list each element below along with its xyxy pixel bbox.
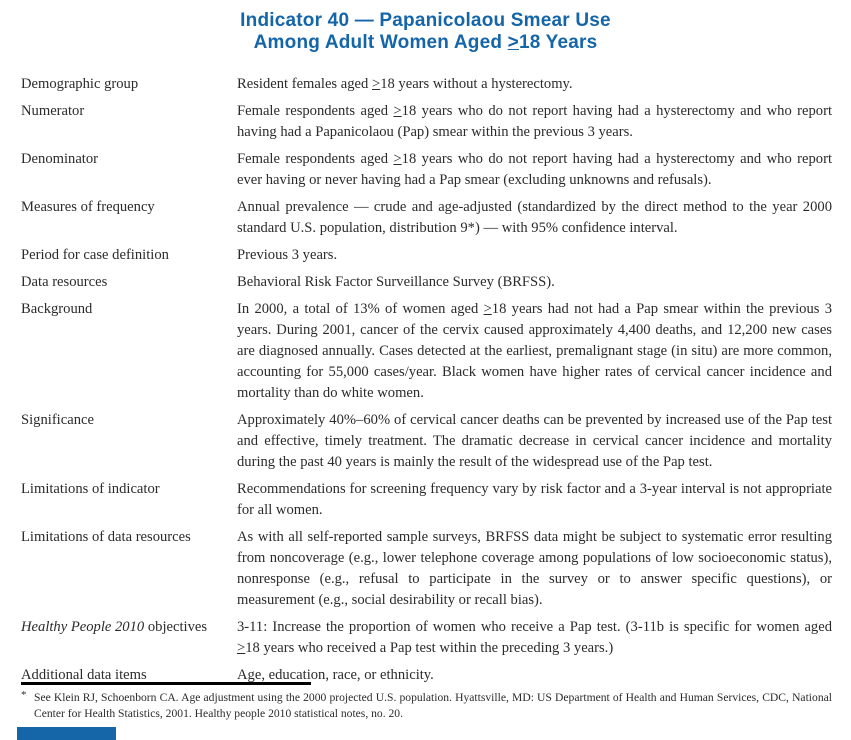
row-value: 3-11: Increase the proportion of women who receive a Pap test. (3-11b is specific for women aged >18 years who received a Pap test within the preceding 3 years.) bbox=[237, 619, 832, 656]
indicator-row-limitations-of-data-resources bbox=[21, 527, 832, 611]
row-value: Female respondents aged >18 years who do not report having had a hysterectomy and who report ever having or never having had a Pap smear (excluding unknowns and refusals). bbox=[237, 151, 832, 188]
row-label bbox=[21, 272, 237, 293]
row-value: Annual prevalence — crude and age-adjusted (standardized by the direct method to the year 2000 standard U.S. population, distribution 9*) — with 95% confidence interval. bbox=[237, 199, 832, 236]
row-label-text: Numerator bbox=[21, 103, 85, 119]
indicator-definition-table bbox=[21, 74, 832, 686]
indicator-row-additional-data-items bbox=[21, 665, 832, 686]
indicator-row-significance bbox=[21, 410, 832, 473]
page-title bbox=[0, 10, 851, 54]
row-value: Recommendations for screening frequency vary by risk factor and a 3-year interval is not appropriate for all women. bbox=[237, 481, 832, 518]
row-value: Approximately 40%–60% of cervical cancer deaths can be prevented by increased use of the Pap test and effective, timely treatment. The dramatic decrease in cervical cancer incidence and mortality during the past 40 years is mainly the result of the widespread use of the Pap test. bbox=[237, 412, 832, 470]
row-value: As with all self-reported sample surveys, BRFSS data might be subject to systematic error resulting from noncoverage (e.g., lower telephone coverage among populations of low socioeconomic status), nonresponse (e.g., refusal to participate in the survey or to answer specific questions), or measurement (e.g., social desirability or recall bias). bbox=[237, 529, 832, 608]
row-label-text: Measures of frequency bbox=[21, 199, 155, 215]
page-footer-bar bbox=[17, 727, 116, 740]
indicator-row-period-for-case-definition bbox=[21, 245, 832, 266]
indicator-row-healthy-people-2010-objectives bbox=[21, 617, 832, 659]
row-label bbox=[21, 74, 237, 95]
row-label-text: Period for case definition bbox=[21, 247, 169, 263]
row-value: Female respondents aged >18 years who do not report having had a hysterectomy and who report having had a Papanicolaou (Pap) smear within the previous 3 years. bbox=[237, 103, 832, 140]
row-label-text: Demographic group bbox=[21, 76, 139, 92]
row-label bbox=[21, 617, 237, 659]
page-title-line-2: Among Adult Women Aged >18 Years bbox=[253, 32, 598, 53]
row-label-text: Limitations of data resources bbox=[21, 529, 191, 545]
row-label-italic-part: Healthy People 2010 bbox=[21, 619, 145, 635]
row-label-text: Limitations of indicator bbox=[21, 481, 160, 497]
row-label-text: Data resources bbox=[21, 274, 108, 290]
row-label-text: Significance bbox=[21, 412, 94, 428]
row-value: Behavioral Risk Factor Surveillance Survey (BRFSS). bbox=[237, 274, 555, 290]
indicator-row-data-resources bbox=[21, 272, 832, 293]
row-label bbox=[21, 665, 237, 686]
indicator-row-denominator bbox=[21, 149, 832, 191]
row-label bbox=[21, 479, 237, 521]
row-value: Resident females aged >18 years without a hysterectomy. bbox=[237, 76, 573, 92]
row-label-text: Background bbox=[21, 301, 93, 317]
indicator-row-numerator bbox=[21, 101, 832, 143]
row-label bbox=[21, 299, 237, 404]
page-title-line-1: Indicator 40 — Papanicolaou Smear Use bbox=[240, 10, 611, 31]
row-label bbox=[21, 527, 237, 611]
footnote bbox=[21, 690, 832, 721]
footnote-marker: * bbox=[21, 689, 27, 701]
indicator-row-limitations-of-indicator bbox=[21, 479, 832, 521]
row-label bbox=[21, 149, 237, 191]
row-label-text: objectives bbox=[144, 619, 208, 635]
row-value: Previous 3 years. bbox=[237, 247, 338, 263]
indicator-row-demographic-group bbox=[21, 74, 832, 95]
row-label bbox=[21, 197, 237, 239]
row-label bbox=[21, 101, 237, 143]
footnote-text: See Klein RJ, Schoenborn CA. Age adjustment using the 2000 projected U.S. population. Hyattsville, MD: US Department of Health and Human Services, CDC, National Center for Health Statistics, 2001. Healthy people 2010 statistical notes, no. 20. bbox=[34, 691, 832, 720]
row-value: Age, education, race, or ethnicity. bbox=[237, 667, 434, 683]
row-label-text: Additional data items bbox=[21, 667, 147, 683]
row-value: In 2000, a total of 13% of women aged >18 years had not had a Pap smear within the previous 3 years. During 2001, cancer of the cervix caused approximately 4,400 deaths, and 12,200 new cases are diagnosed annually. Cases detected at the earliest, premalignant stage (in situ) are more common, accounting for 55,000 cases/year. Black women have higher rates of cervical cancer incidence and mortality than do white women. bbox=[237, 301, 833, 401]
row-label bbox=[21, 410, 237, 473]
row-label-text: Denominator bbox=[21, 151, 99, 167]
row-label bbox=[21, 245, 237, 266]
indicator-row-background bbox=[21, 299, 832, 404]
indicator-row-measures-of-frequency bbox=[21, 197, 832, 239]
